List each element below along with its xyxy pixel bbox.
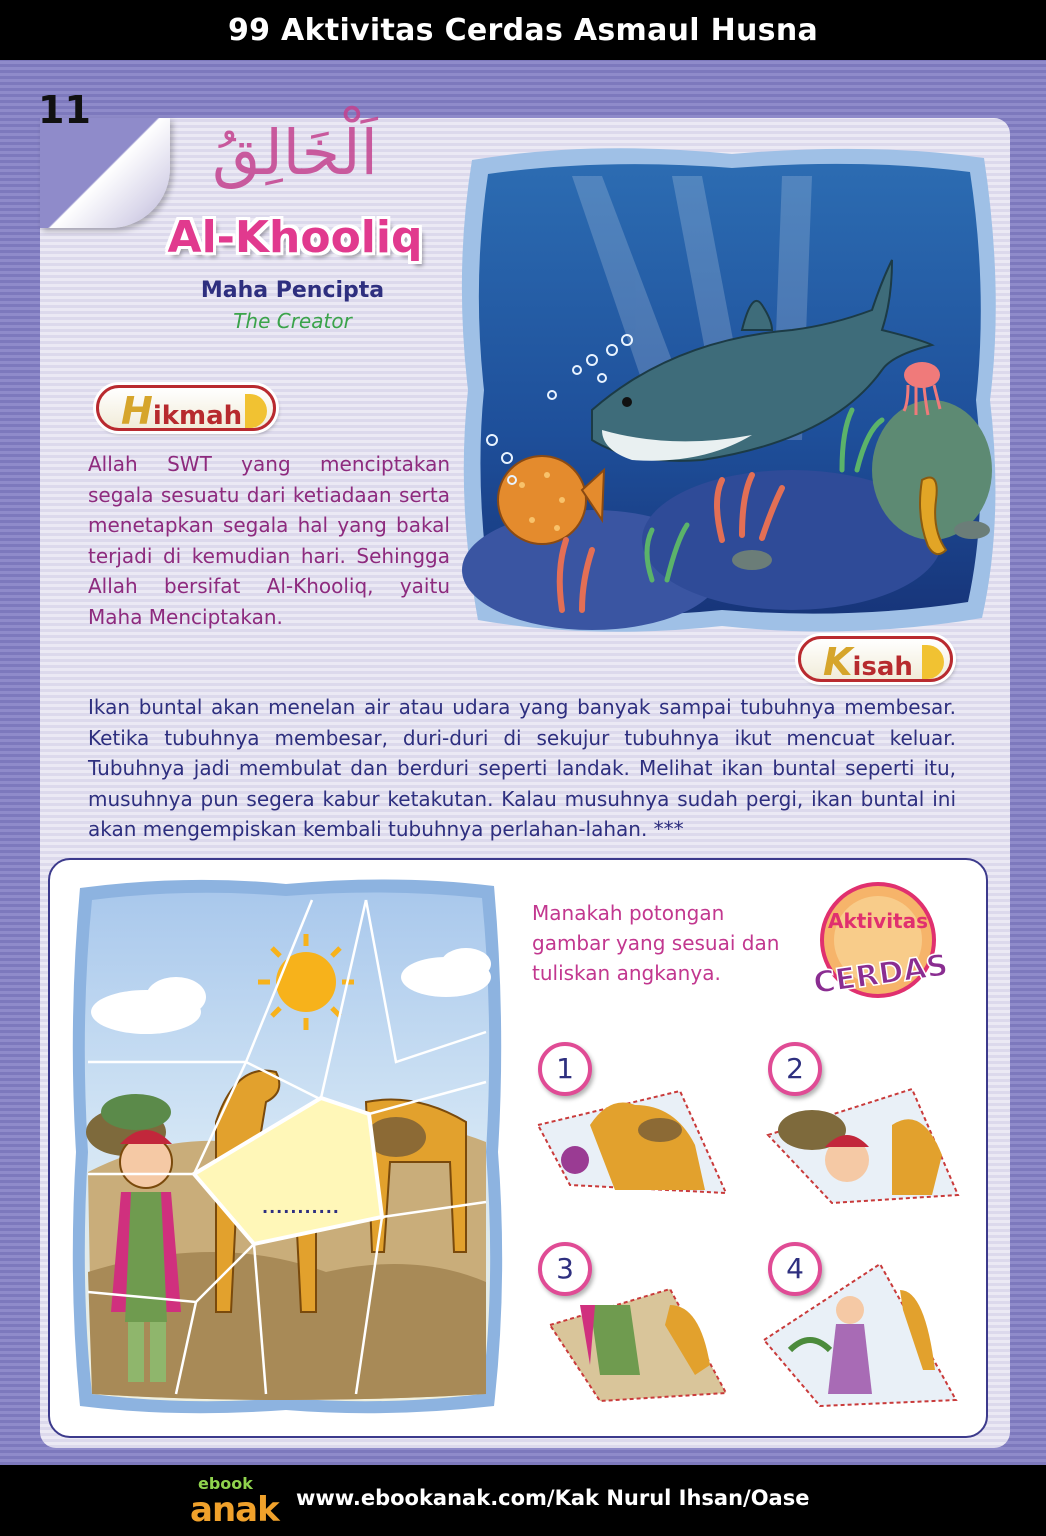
- book-title: 99 Aktivitas Cerdas Asmaul Husna: [227, 13, 819, 48]
- option-number-2[interactable]: 2: [768, 1042, 822, 1096]
- option-number-4[interactable]: 4: [768, 1242, 822, 1296]
- arabic-calligraphy: اَلْخَالِقُ: [212, 116, 378, 189]
- option-piece-1[interactable]: [530, 1085, 730, 1195]
- logo-top-text: ebook: [198, 1474, 253, 1493]
- option-piece-2[interactable]: [762, 1085, 962, 1207]
- badge-top-text: Aktivitas: [827, 909, 929, 933]
- meaning-english: The Creator: [233, 309, 352, 333]
- sea-illustration: [452, 140, 1004, 640]
- moon-icon: [922, 645, 944, 679]
- hikmah-label-rest: ikmah: [152, 401, 243, 431]
- kisah-text: Ikan buntal akan menelan air atau udara yang banyak sampai tubuhnya membesar. Ketika tubuhnya membesar, duri-duri di sekujur tubuhnya ikut mencuat keluar. Tubuhnya jadi membulat dan berduri seperti landak. Melihat ikan buntal seperti itu, musuhnya pun segera kabur ketakutan. Kalau musuhnya sudah pergi, ikan buntal ini akan mengempiskan kembali tubuhnya perlahan-lahan. ***: [88, 695, 956, 841]
- logo-bottom-text: anak: [190, 1490, 279, 1530]
- activity-instruction: Manakah potongan gambar yang sesuai dan tuliskan angkanya.: [532, 901, 780, 985]
- page-number: 11: [38, 88, 91, 132]
- aktivitas-cerdas-badge: [800, 880, 956, 1010]
- answer-blank[interactable]: ...........: [262, 1198, 340, 1217]
- option-number-1[interactable]: 1: [538, 1042, 592, 1096]
- option-number-3[interactable]: 3: [538, 1242, 592, 1296]
- puzzle-illustration: [66, 872, 506, 1420]
- kisah-label-rest: isah: [852, 652, 913, 682]
- badge-bottom-text: CERDAS: [811, 947, 951, 1002]
- option-piece-4[interactable]: [760, 1260, 960, 1408]
- moon-icon: [245, 394, 267, 428]
- option-piece-3[interactable]: [530, 1285, 730, 1405]
- kisah-label-initial: K: [823, 640, 853, 684]
- ebookanak-logo: [190, 1474, 290, 1530]
- hikmah-label: [96, 385, 276, 431]
- book-title-bar: [0, 0, 1046, 60]
- footer-url[interactable]: www.ebookanak.com/Kak Nurul Ihsan/Oase: [296, 1486, 810, 1510]
- kisah-label: [798, 636, 953, 682]
- hikmah-text: Allah SWT yang menciptakan segala sesuatu dari ketiadaan serta menetapkan segala hal yang bakal terjadi di kemudian hari. Sehingga Allah bersifat Al-Khooliq, yaitu Maha Menciptakan.: [88, 452, 450, 629]
- meaning-indonesian: Maha Pencipta: [200, 278, 385, 303]
- hikmah-label-initial: H: [121, 389, 153, 433]
- asma-title: Al-Khooliq: [167, 212, 423, 263]
